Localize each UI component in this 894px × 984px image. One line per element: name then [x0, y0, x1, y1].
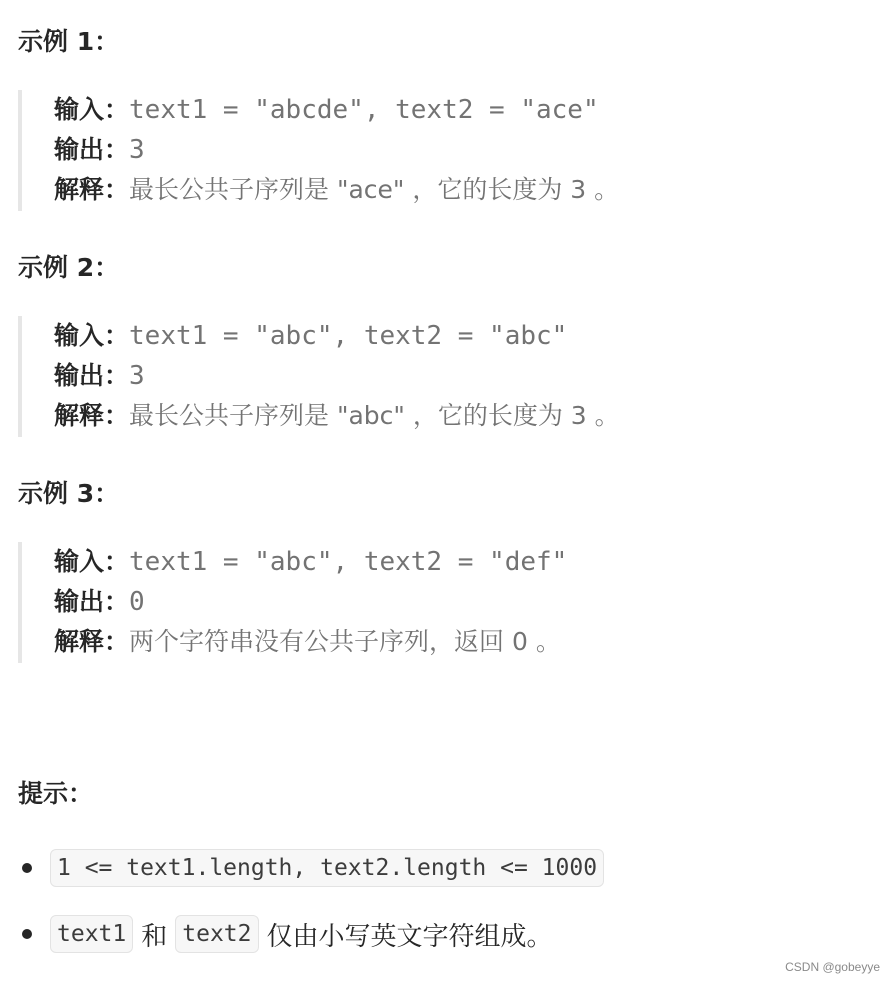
example-3-input: [54, 542, 567, 582]
input-label: 输入：: [54, 321, 130, 350]
example-1-input: [54, 90, 619, 130]
code-text2: text2: [175, 915, 258, 953]
conjunction-text: 和: [141, 921, 168, 952]
code-text1: text1: [50, 915, 133, 953]
example-3-block: [18, 542, 567, 663]
input-value: text1 = "abc", text2 = "abc": [129, 321, 568, 351]
watermark: CSDN @gobeyye: [785, 960, 880, 974]
example-1-output: [54, 130, 619, 170]
example-3-explanation: [54, 622, 567, 662]
output-label: 输出：: [54, 361, 130, 390]
explanation-value: 最长公共子序列是 "ace" ，它的长度为 3 。: [129, 175, 620, 204]
example-3-output: [54, 582, 567, 622]
example-1-explanation: [54, 170, 619, 210]
output-value: 3: [129, 135, 145, 165]
example-2-output: [54, 356, 620, 396]
example-2-block: [18, 316, 620, 437]
output-value: 3: [129, 361, 145, 391]
example-1-block: [18, 90, 619, 211]
tip-item-constraint: [18, 835, 604, 901]
output-label: 输出：: [54, 135, 130, 164]
bullet-icon: [22, 929, 32, 939]
input-value: text1 = "abc", text2 = "def": [129, 547, 568, 577]
explanation-value: 两个字符串没有公共子序列，返回 0 。: [129, 627, 561, 656]
input-label: 输入：: [54, 95, 130, 124]
tip-item-charset: [18, 901, 604, 967]
example-1-heading: 示例 1：: [18, 27, 120, 56]
output-value: 0: [129, 587, 145, 617]
input-value: text1 = "abcde", text2 = "ace": [129, 95, 599, 125]
input-label: 输入：: [54, 547, 130, 576]
tips-list: [18, 835, 604, 967]
explanation-label: 解释：: [54, 175, 130, 204]
explanation-label: 解释：: [54, 627, 130, 656]
tips-heading: 提示：: [18, 779, 94, 808]
constraint-code: 1 <= text1.length, text2.length <= 1000: [50, 849, 604, 887]
example-2-explanation: [54, 396, 620, 436]
explanation-label: 解释：: [54, 401, 130, 430]
output-label: 输出：: [54, 587, 130, 616]
example-2-heading: 示例 2：: [18, 253, 120, 282]
charset-description: 仅由小写英文字符组成。: [266, 921, 553, 952]
example-2-input: [54, 316, 620, 356]
bullet-icon: [22, 863, 32, 873]
explanation-value: 最长公共子序列是 "abc" ，它的长度为 3 。: [129, 401, 620, 430]
example-3-heading: 示例 3：: [18, 479, 120, 508]
